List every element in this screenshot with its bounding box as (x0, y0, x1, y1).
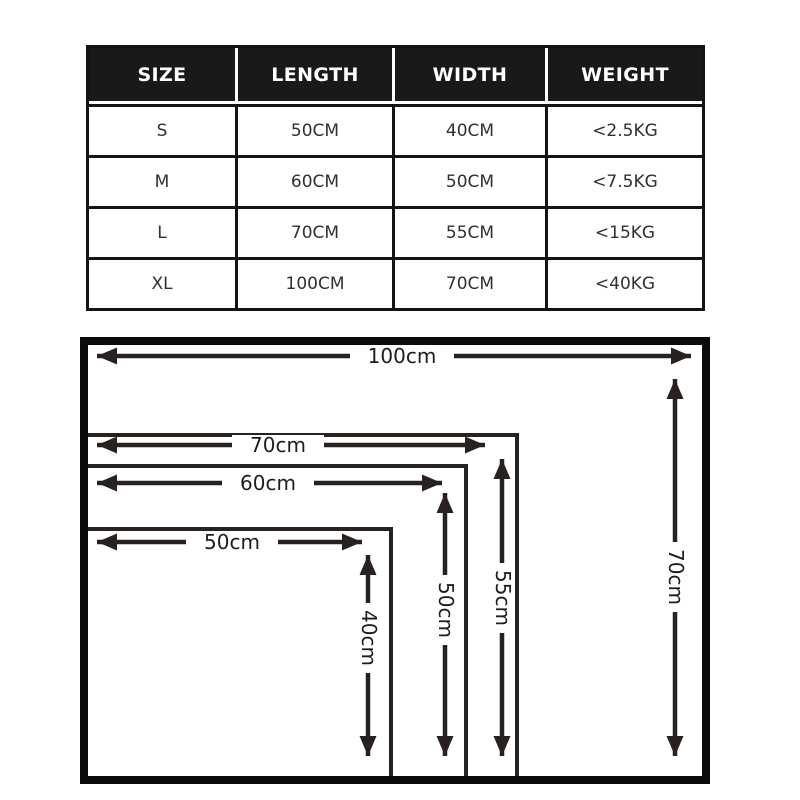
size-cell: S (89, 104, 238, 155)
dim-label-v40cm: 40cm (357, 610, 381, 666)
dim-label-h50cm: 50cm (204, 530, 260, 554)
size-chart-section (86, 45, 705, 311)
weight-cell: <15KG (548, 206, 702, 257)
dimension-diagram-canvas (88, 345, 702, 776)
col-header-size: SIZE (89, 48, 238, 104)
size-chart-table (86, 45, 705, 311)
col-header-length: LENGTH (238, 48, 395, 104)
length-cell: 70CM (238, 206, 395, 257)
width-cell: 70CM (395, 257, 548, 308)
weight-cell: <7.5KG (548, 155, 702, 206)
rect-size-s (88, 529, 391, 776)
dim-label-v70cm: 70cm (664, 549, 688, 605)
table-row-l (89, 206, 702, 257)
weight-cell: <40KG (548, 257, 702, 308)
size-cell: M (89, 155, 238, 206)
table-row-m (89, 155, 702, 206)
size-cell: L (89, 206, 238, 257)
dim-label-v55cm: 55cm (491, 570, 515, 626)
length-cell: 60CM (238, 155, 395, 206)
table-row-xl (89, 257, 702, 308)
dim-label-v50cm: 50cm (434, 582, 458, 638)
rect-size-m (88, 466, 466, 776)
width-cell: 55CM (395, 206, 548, 257)
size-cell: XL (89, 257, 238, 308)
weight-cell: <2.5KG (548, 104, 702, 155)
col-header-weight: WEIGHT (548, 48, 702, 104)
header-row (89, 48, 702, 104)
dimension-diagram (80, 337, 710, 784)
length-cell: 100CM (238, 257, 395, 308)
col-header-width: WIDTH (395, 48, 548, 104)
length-cell: 50CM (238, 104, 395, 155)
width-cell: 40CM (395, 104, 548, 155)
dim-label-h60cm: 60cm (240, 471, 296, 495)
dim-label-h70cm: 70cm (250, 433, 306, 457)
dim-label-100cm: 100cm (367, 345, 437, 368)
table-row-s (89, 104, 702, 155)
width-cell: 50CM (395, 155, 548, 206)
